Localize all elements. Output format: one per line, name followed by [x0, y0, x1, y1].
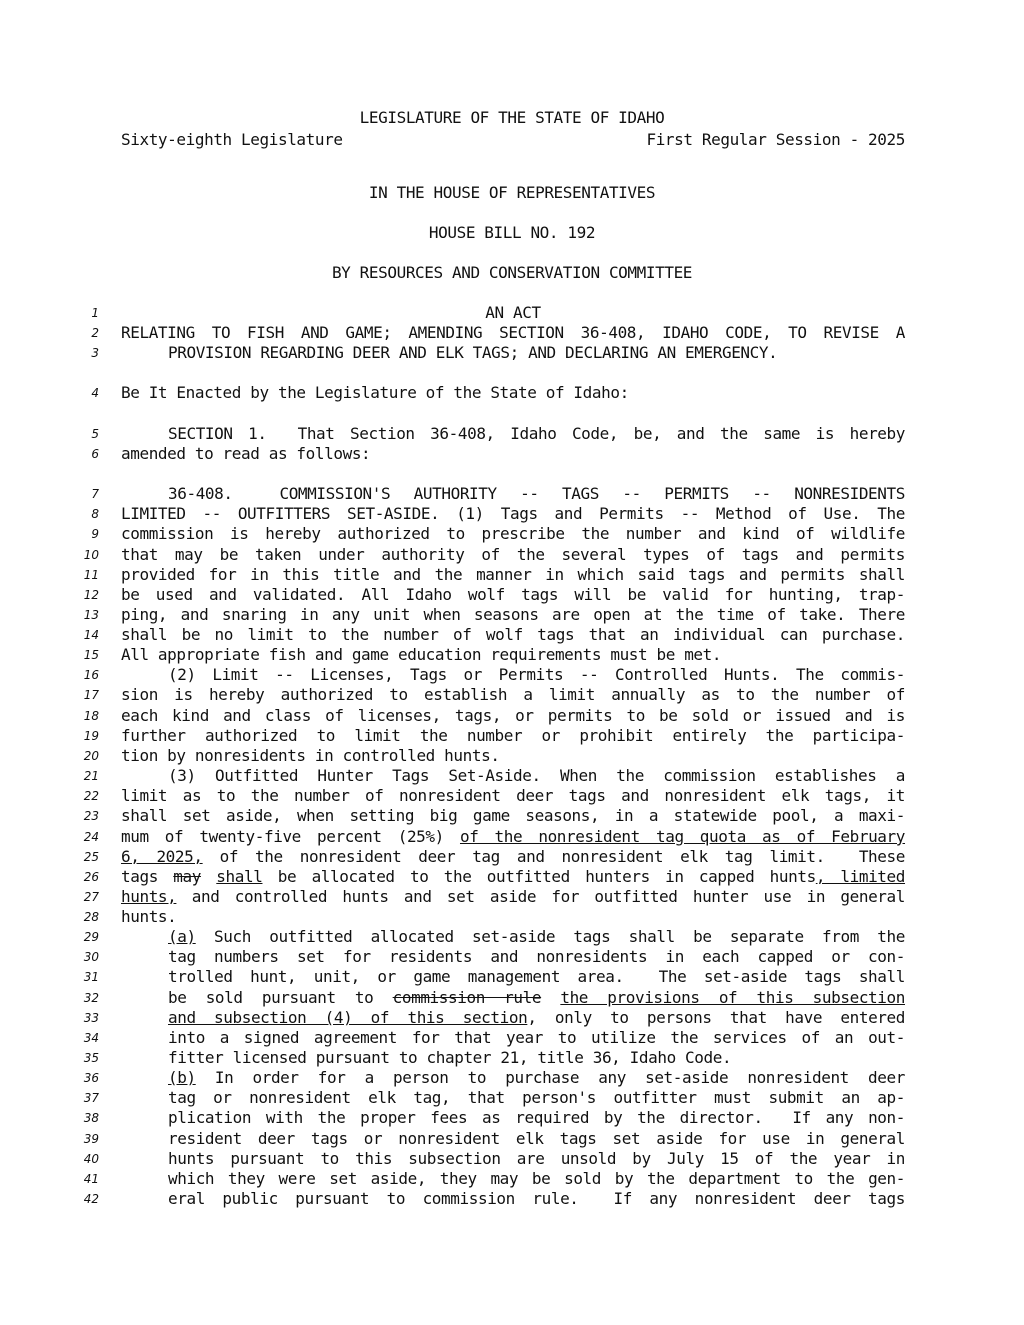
bill-text-segment: be allocated to the outfitted hunters in capped hunts — [262, 867, 816, 886]
subsection-line: eral public pursuant to commission rule. If any nonresident deer tags — [168, 1189, 905, 1208]
line-number: 24 — [83, 830, 99, 844]
inserted-text: , limited — [815, 867, 906, 886]
bill-text-line: All appropriate fish and game education requirements must be met. — [121, 645, 722, 664]
bill-text-segment: mum of twenty-five percent (25%) — [121, 827, 460, 846]
line-number: 10 — [83, 548, 99, 562]
bill-text-line: shall set aside, when setting big game seasons, in a statewide pool, a maxi- — [121, 806, 905, 825]
bill-text-line: (3) Outfitted Hunter Tags Set-Aside. When the commission establishes a — [168, 766, 905, 785]
bill-text-line — [121, 867, 905, 886]
line-number: 42 — [83, 1192, 99, 1206]
line-number: 31 — [83, 970, 99, 984]
inserted-text: 6, 2025, — [121, 847, 203, 866]
subsection-line: hunts pursuant to this subsection are unsold by July 15 of the year in — [168, 1149, 905, 1168]
bill-text-line: further authorized to limit the number or prohibit entirely the participa- — [121, 726, 905, 745]
bill-text-segment — [541, 988, 560, 1007]
subsection-line — [168, 1008, 905, 1027]
inserted-text: shall — [216, 867, 263, 886]
bill-text-line: amended to read as follows: — [121, 444, 371, 463]
line-number: 23 — [83, 809, 99, 823]
bill-text-line: each kind and class of licenses, tags, or permits to be sold or issued and is — [121, 706, 905, 725]
act-title: AN ACT — [485, 303, 541, 322]
bill-text-segment: Such outfitted allocated set-aside tags shall be separate from the — [195, 927, 905, 946]
line-number: 32 — [83, 991, 99, 1005]
line-number: 2 — [91, 326, 99, 340]
bill-text-segment — [201, 867, 216, 886]
subsection-line: plication with the proper fees as required by the director. If any non- — [168, 1108, 905, 1127]
section-heading: SECTION 1. That Section 36-408, Idaho Code, be, and the same is hereby — [168, 424, 905, 443]
line-number: 17 — [83, 688, 99, 702]
line-number: 12 — [83, 588, 99, 602]
bill-number: HOUSE BILL NO. 192 — [428, 223, 596, 242]
legislature-number: Sixty-eighth Legislature — [121, 130, 343, 149]
line-number: 14 — [83, 628, 99, 642]
bill-text-line — [121, 887, 905, 906]
subsection-line: trolled hunt, unit, or game management area. The set-aside tags shall — [168, 967, 905, 986]
bill-text-line: be used and validated. All Idaho wolf tags will be valid for hunting, trap- — [121, 585, 905, 604]
line-number: 37 — [83, 1091, 99, 1105]
bill-text-segment: of the nonresident deer tag and nonresident elk tag limit. These — [202, 847, 905, 866]
line-number: 3 — [91, 346, 99, 360]
line-number: 25 — [83, 850, 99, 864]
subsection-line — [168, 1068, 905, 1087]
line-number: 7 — [91, 487, 99, 501]
line-number: 33 — [83, 1011, 99, 1025]
bill-text-line: hunts. — [121, 907, 177, 926]
line-number: 29 — [83, 930, 99, 944]
struck-text: commission rule — [392, 988, 542, 1007]
line-number: 36 — [83, 1071, 99, 1085]
line-number: 13 — [83, 608, 99, 622]
bill-text-line: commission is hereby authorized to prescribe the number and kind of wildlife — [121, 524, 905, 543]
bill-text-line: ping, and snaring in any unit when seasons are open at the time of take. There — [121, 605, 905, 624]
bill-text-line: LIMITED -- OUTFITTERS SET-ASIDE. (1) Tags and Permits -- Method of Use. The — [121, 504, 905, 523]
bill-text-segment: and controlled hunts and set aside for outfitted hunter use in general — [176, 887, 905, 906]
bill-text-line: limit as to the number of nonresident deer tags and nonresident elk tags, it — [121, 786, 905, 805]
line-number: 39 — [83, 1132, 99, 1146]
line-number: 34 — [83, 1031, 99, 1045]
bill-text-line: PROVISION REGARDING DEER AND ELK TAGS; AND DECLARING AN EMERGENCY. — [168, 343, 778, 362]
line-number: 16 — [83, 668, 99, 682]
bill-text-line: RELATING TO FISH AND GAME; AMENDING SECTION 36-408, IDAHO CODE, TO REVISE A — [121, 323, 905, 342]
bill-text-line: sion is hereby authorized to establish a limit annually as to the number of — [121, 685, 905, 704]
bill-text-line: provided for in this title and the manner in which said tags and permits shall — [121, 565, 905, 584]
bill-text-line: (2) Limit -- Licenses, Tags or Permits -- Controlled Hunts. The commis- — [168, 665, 905, 684]
inserted-text: (b) — [168, 1068, 196, 1087]
line-number: 1 — [91, 306, 99, 320]
subsection-line: resident deer tags or nonresident elk tags set aside for use in general — [168, 1129, 905, 1148]
line-number: 15 — [83, 648, 99, 662]
line-number: 40 — [83, 1152, 99, 1166]
line-number: 8 — [91, 507, 99, 521]
line-number: 26 — [83, 870, 99, 884]
line-number: 30 — [83, 950, 99, 964]
subsection-line: fitter licensed pursuant to chapter 21, title 36, Idaho Code. — [168, 1048, 732, 1067]
line-number: 9 — [91, 527, 99, 541]
bill-text-segment: tags — [121, 867, 174, 886]
inserted-text: the provisions of this subsection — [560, 988, 905, 1007]
session-label: First Regular Session - 2025 — [646, 130, 905, 149]
bill-text-segment: be sold pursuant to — [168, 988, 393, 1007]
line-number: 35 — [83, 1051, 99, 1065]
inserted-text: and subsection (4) of this section — [168, 1008, 528, 1027]
line-number: 5 — [91, 427, 99, 441]
subsection-line — [168, 927, 905, 946]
line-number: 18 — [83, 709, 99, 723]
line-number: 19 — [83, 729, 99, 743]
line-number: 28 — [83, 910, 99, 924]
bill-text-line: shall be no limit to the number of wolf tags that an individual can purchase. — [121, 625, 905, 644]
subsection-line: into a signed agreement for that year to utilize the services of an out- — [168, 1028, 905, 1047]
line-number: 21 — [83, 769, 99, 783]
legislature-heading: LEGISLATURE OF THE STATE OF IDAHO — [359, 108, 665, 127]
subsection-line: tag or nonresident elk tag, that person's outfitter must submit an ap- — [168, 1088, 905, 1107]
sponsor-line: BY RESOURCES AND CONSERVATION COMMITTEE — [331, 263, 693, 282]
bill-text-line — [121, 827, 905, 846]
inserted-text: hunts, — [121, 887, 177, 906]
line-number: 4 — [91, 386, 99, 400]
line-number: 20 — [83, 749, 99, 763]
line-number: 11 — [83, 568, 99, 582]
enacting-clause: Be It Enacted by the Legislature of the State of Idaho: — [121, 383, 629, 402]
bill-text-line: that may be taken under authority of the several types of tags and permits — [121, 545, 905, 564]
bill-text-segment: , only to persons that have entered — [527, 1008, 905, 1027]
line-number: 41 — [83, 1172, 99, 1186]
subsection-line: tag numbers set for residents and nonresidents in each capped or con- — [168, 947, 905, 966]
line-number: 6 — [91, 447, 99, 461]
bill-text-line: tion by nonresidents in controlled hunts. — [121, 746, 500, 765]
line-number: 38 — [83, 1111, 99, 1125]
inserted-text: of the nonresident tag quota as of February — [459, 827, 906, 846]
struck-text: may — [173, 867, 201, 886]
inserted-text: (a) — [168, 927, 196, 946]
line-number: 22 — [83, 789, 99, 803]
chamber-heading: IN THE HOUSE OF REPRESENTATIVES — [368, 183, 656, 202]
subsection-line: which they were set aside, they may be sold by the department to the gen- — [168, 1169, 905, 1188]
subsection-line — [168, 988, 905, 1007]
bill-text-line — [121, 847, 905, 866]
line-number: 27 — [83, 890, 99, 904]
code-section-heading: 36-408. COMMISSION'S AUTHORITY -- TAGS -- PERMITS -- NONRESIDENTS — [168, 484, 905, 503]
bill-text-segment: In order for a person to purchase any set-aside nonresident deer — [195, 1068, 905, 1087]
